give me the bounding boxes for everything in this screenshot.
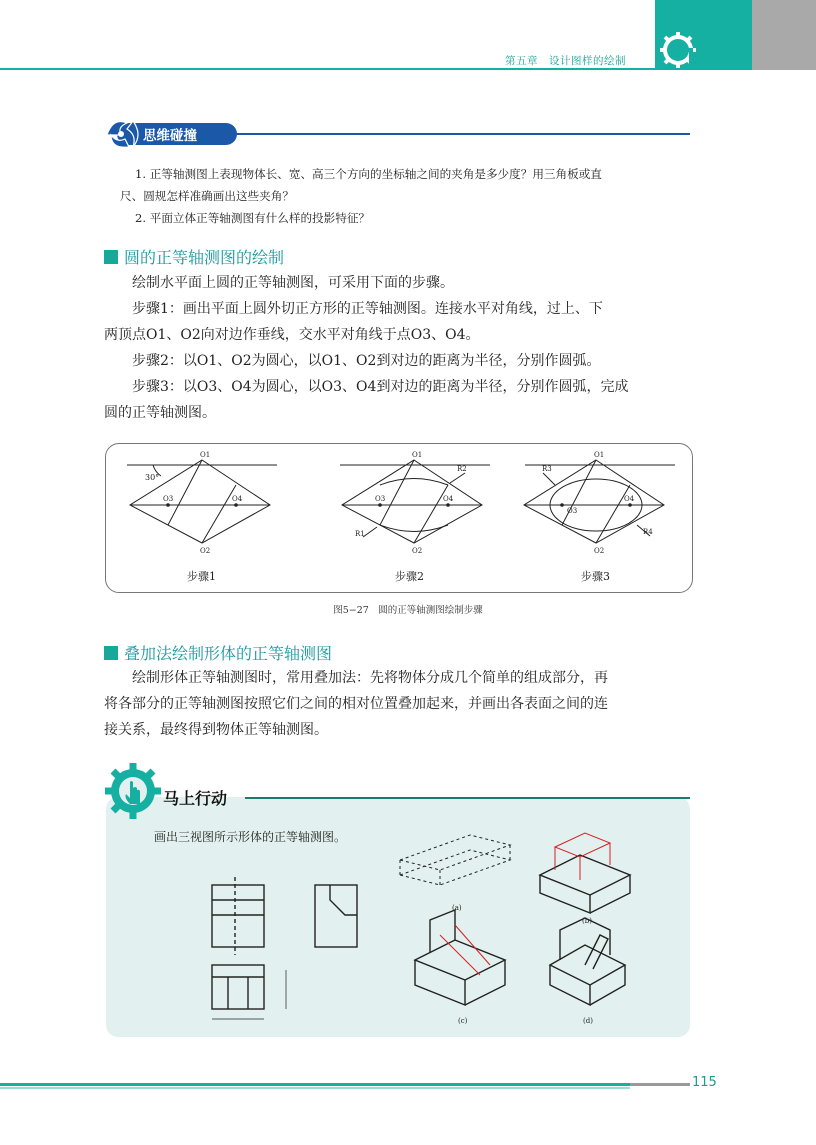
svg-text:O1: O1 (200, 451, 211, 459)
angle-label: 30° (145, 473, 160, 482)
header-tab (752, 0, 816, 70)
svg-text:R4: R4 (643, 528, 653, 536)
question-2: 2. 平面立体正等轴测图有什么样的投影特征？ (135, 211, 371, 225)
section1-title: 圆的正等轴测图的绘制 (124, 248, 285, 267)
section-bullet-icon (104, 646, 118, 660)
svg-text:O2: O2 (594, 547, 605, 555)
label-c: (c) (458, 1017, 468, 1025)
think-title: 思维碰撞 (143, 128, 197, 144)
question-1-a: 1. 正等轴测图上表现物体长、宽、高三个方向的坐标轴之间的夹角是多少度？用三角板或直 (135, 167, 602, 181)
svg-text:O3: O3 (375, 495, 386, 503)
figure-caption: 图5−27 圆的正等轴测图绘制步骤 (333, 605, 483, 616)
step2-label: 步骤2 (395, 570, 424, 583)
label-a: (a) (452, 904, 462, 912)
svg-text:R2: R2 (457, 465, 467, 473)
section2-heading (104, 641, 332, 664)
action-title: 马上行动 (163, 789, 228, 808)
page-number: 115 (692, 1075, 717, 1090)
svg-text:O3: O3 (567, 507, 578, 515)
chapter-title: 第五章 设计图样的绘制 (505, 55, 626, 67)
section1-body (104, 270, 690, 426)
svg-text:R3: R3 (542, 465, 552, 473)
section2-text-c: 接关系，最终得到物体正等轴测图。 (104, 722, 328, 738)
header-line (0, 68, 655, 70)
svg-text:O4: O4 (624, 495, 635, 503)
section1-step3a: 步骤3：以O3、O4为圆心，以O3、O4到对边的距离为半径，分别作圆弧，完成 (132, 379, 629, 395)
svg-text:O1: O1 (594, 451, 605, 459)
svg-text:O2: O2 (412, 547, 423, 555)
label-b: (b) (582, 917, 592, 925)
svg-text:O4: O4 (443, 495, 454, 503)
section1-step1b: 两顶点O1、O2向对边作垂线，交水平对角线于点O3、O4。 (104, 327, 480, 343)
section1-heading (104, 245, 284, 268)
section2-text-b: 将各部分的正等轴测图按照它们之间的相对位置叠加起来，并画出各表面之间的连 (104, 696, 608, 712)
section2-body (104, 665, 690, 743)
label-d: (d) (583, 1017, 593, 1025)
section1-step2: 步骤2：以O1、O2为圆心，以O1、O2到对边的距离为半径，分别作圆弧。 (132, 353, 601, 369)
section1-step1a: 步骤1：画出平面上圆外切正方形的正等轴测图。连接水平对角线，过上、下 (132, 301, 603, 317)
svg-text:O4: O4 (232, 495, 243, 503)
section1-step3b: 圆的正等轴测图。 (104, 405, 216, 421)
step1-label: 步骤1 (187, 570, 216, 583)
gear-icon (658, 30, 698, 70)
section1-intro: 绘制水平面上圆的正等轴测图，可采用下面的步骤。 (132, 275, 454, 291)
gear-hand-icon (104, 762, 162, 820)
action-drawings (200, 815, 660, 1030)
section-bullet-icon (104, 250, 118, 264)
footer-tab (630, 1083, 690, 1086)
svg-text:O3: O3 (163, 495, 174, 503)
svg-text:O1: O1 (412, 451, 423, 459)
section2-text-a: 绘制形体正等轴测图时，常用叠加法：先将物体分成几个简单的组成部分，再 (132, 670, 608, 686)
svg-text:O2: O2 (200, 547, 211, 555)
action-rule (245, 797, 690, 799)
footer-line (0, 1083, 630, 1086)
action-text: 画出三视图所示形体的正等轴测图。 (154, 830, 347, 844)
footer-line-light (0, 1087, 630, 1089)
section2-title: 叠加法绘制形体的正等轴测图 (124, 644, 333, 663)
step3-label: 步骤3 (581, 570, 610, 583)
question-1-b: 尺、圆规怎样准确画出这些夹角？ (120, 189, 294, 203)
think-rule (232, 133, 690, 135)
svg-text:R1: R1 (355, 530, 365, 538)
